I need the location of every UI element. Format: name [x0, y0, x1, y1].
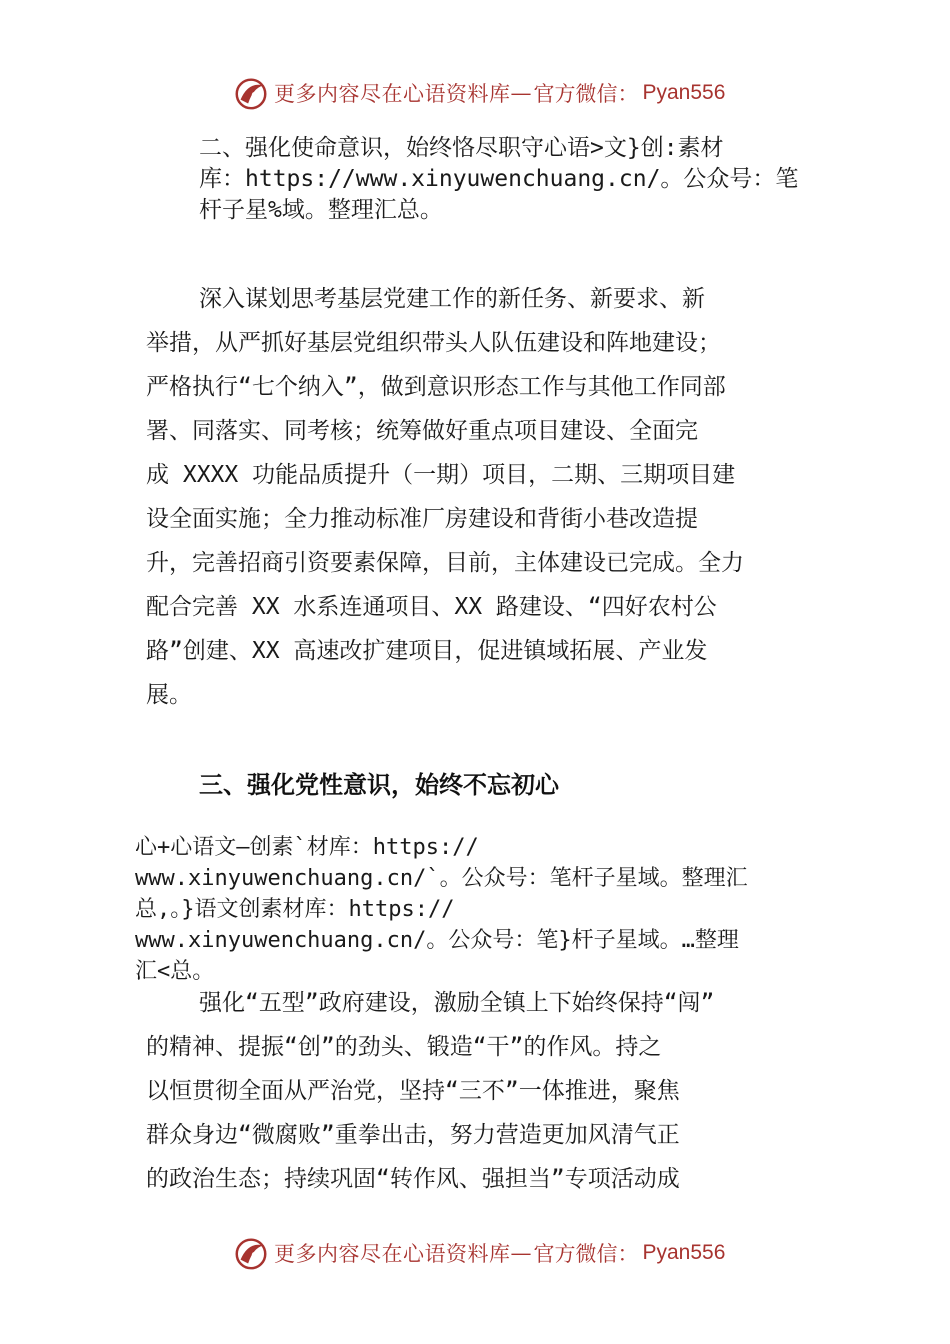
- section2-heading-line: 二、强化使命意识，始终恪尽职守心语>文}创:素材: [199, 135, 724, 161]
- section3-note-line: 总,。}语文创素材库：https://: [135, 897, 455, 922]
- section3-paragraph-line: 强化“五型”政府建设，激励全镇上下始终保持“闯”: [199, 990, 715, 1016]
- section2-paragraph-line: 署、同落实、同考核；统筹做好重点项目建设、全面完: [146, 418, 698, 444]
- section2-heading-line: 杆子星%域。整理汇总。: [199, 197, 443, 223]
- watermark-separator: —: [510, 81, 532, 105]
- watermark-banner-top: [232, 73, 752, 113]
- section2-paragraph-line: 深入谋划思考基层党建工作的新任务、新要求、新: [199, 286, 705, 312]
- watermark-wechat-id: Pyan556: [642, 81, 726, 104]
- brand-logo-icon: [232, 74, 270, 112]
- section3-note-line: www.xinyuwenchuang.cn/`。公众号：笔杆子星域。整理汇: [135, 866, 748, 891]
- section2-paragraph-line: 举措，从严抓好基层党组织带头人队伍建设和阵地建设；: [146, 330, 721, 356]
- section2-heading-line: 库：https://www.xinyuwenchuang.cn/。公众号：笔: [199, 166, 799, 192]
- watermark-banner-bottom: [232, 1233, 752, 1273]
- section2-paragraph-line: 路”创建、XX 高速改扩建项目，促进镇域拓展、产业发: [146, 638, 708, 664]
- section2-paragraph-line: 设全面实施；全力推动标准厂房建设和背街小巷改造提: [146, 506, 698, 532]
- section3-paragraph-line: 的政治生态；持续巩固“转作风、强担当”专项活动成: [146, 1166, 680, 1192]
- watermark-text: 更多内容尽在心语资料库: [274, 82, 511, 106]
- brand-logo-icon: [232, 1234, 270, 1272]
- section3-paragraph-line: 以恒贯彻全面从严治党，坚持“三不”一体推进，聚焦: [146, 1078, 680, 1104]
- section3-note-line: www.xinyuwenchuang.cn/。公众号：笔}杆子星域。…整理: [135, 928, 739, 953]
- section2-paragraph-line: 成 XXXX 功能品质提升（一期）项目，二期、三期项目建: [146, 462, 736, 488]
- watermark-wechat-label: 官方微信：: [533, 1242, 639, 1266]
- section2-paragraph-line: 展。: [146, 682, 192, 708]
- section2-paragraph-line: 严格执行“七个纳入”，做到意识形态工作与其他工作同部: [146, 374, 726, 400]
- section3-paragraph-line: 的精神、提振“创”的劲头、锻造“干”的作风。持之: [146, 1034, 662, 1060]
- section3-note-line: 汇<总。: [135, 959, 215, 984]
- section2-paragraph-line: 升，完善招商引资要素保障，目前，主体建设已完成。全力: [146, 550, 744, 576]
- section2-paragraph-line: 配合完善 XX 水系连通项目、XX 路建设、“四好农村公: [146, 594, 717, 620]
- watermark-separator: —: [510, 1241, 532, 1265]
- watermark-wechat-label: 官方微信：: [533, 82, 639, 106]
- section3-note-line: 心+心语文—创素`材库：https://: [135, 835, 479, 860]
- watermark-text: 更多内容尽在心语资料库: [274, 1242, 511, 1266]
- section3-paragraph-line: 群众身边“微腐败”重拳出击，努力营造更加风清气正: [146, 1122, 680, 1148]
- section3-heading: 三、强化党性意识，始终不忘初心: [199, 771, 559, 799]
- watermark-wechat-id: Pyan556: [642, 1241, 726, 1264]
